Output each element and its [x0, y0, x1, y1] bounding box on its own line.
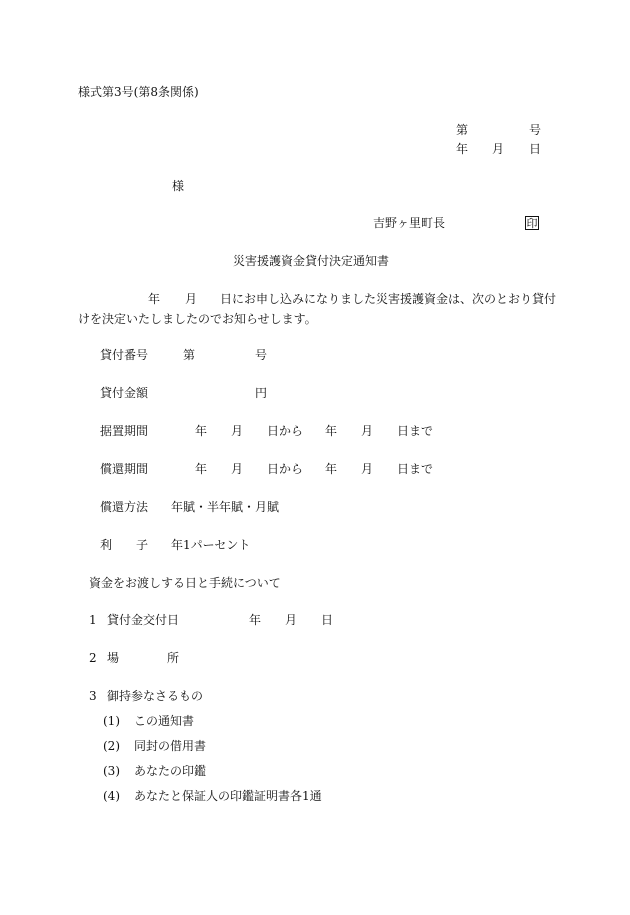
loan-number-go: 号: [255, 348, 268, 362]
list-item-text: この通知書: [134, 714, 195, 728]
intro-line1-rest: 日にお申し込みになりました災害援護資金は、次のとおり貸付: [220, 292, 557, 306]
delivery-item-1: [89, 614, 389, 628]
repayment-to: 日まで: [397, 462, 434, 476]
loan-amount-label: 貸付金額: [100, 386, 149, 400]
deferment-year-2: 年: [325, 424, 338, 438]
repayment-method-value: 年賦・半年賦・月賦: [171, 500, 280, 514]
delivery-item-1-label: 貸付金交付日: [107, 613, 180, 627]
intro-year: 年: [148, 292, 161, 306]
delivery-item-3-num: 3: [89, 689, 97, 703]
date-year: 年: [456, 142, 469, 156]
list-item: [103, 715, 194, 727]
list-item-num: (1): [103, 714, 120, 728]
deferment-label: 据置期間: [100, 424, 149, 438]
delivery-item-1-month: 月: [285, 613, 298, 627]
list-item-text: あなたと保証人の印鑑証明書各1通: [134, 789, 322, 803]
delivery-item-2-num: 2: [89, 651, 97, 665]
deferment-year-1: 年: [195, 424, 208, 438]
repayment-period-label: 償還期間: [100, 462, 149, 476]
loan-number-label: 貸付番号: [100, 348, 149, 362]
interest-label-a: 利: [100, 538, 113, 552]
delivery-item-2: [89, 652, 289, 666]
loan-amount-yen: 円: [255, 386, 268, 400]
date-month: 月: [492, 142, 505, 156]
issuer-name: 吉野ヶ里町長: [373, 216, 446, 230]
deferment-from: 日から: [267, 424, 304, 438]
repayment-month-1: 月: [231, 462, 244, 476]
delivery-item-3: [89, 690, 289, 704]
delivery-item-3-label: 御持参なさるもの: [107, 689, 204, 703]
delivery-item-2-label-a: 場: [107, 651, 120, 665]
repayment-from: 日から: [267, 462, 304, 476]
date-day: 日: [529, 142, 542, 156]
interest-value: 年1パーセント: [171, 538, 251, 552]
list-item-num: (2): [103, 739, 120, 753]
repayment-year-1: 年: [195, 462, 208, 476]
repayment-year-2: 年: [325, 462, 338, 476]
repayment-method-label: 償還方法: [100, 500, 149, 514]
intro-month: 月: [185, 292, 198, 306]
delivery-item-2-label-b: 所: [167, 651, 180, 665]
list-item-text: 同封の借用書: [134, 739, 207, 753]
number-dai: 第: [456, 123, 469, 137]
delivery-item-1-year: 年: [249, 613, 262, 627]
deferment-month-2: 月: [361, 424, 374, 438]
delivery-heading: 資金をお渡しする日と手続について: [89, 576, 281, 590]
list-item-num: (3): [103, 764, 120, 778]
delivery-item-1-num: 1: [89, 613, 97, 627]
list-item-text: あなたの印鑑: [134, 764, 207, 778]
loan-number-dai: 第: [183, 348, 196, 362]
list-item-num: (4): [103, 789, 120, 803]
list-item: [103, 765, 206, 777]
seal-mark: 印: [526, 216, 538, 230]
form-label: 様式第3号(第8条関係): [78, 85, 199, 99]
repayment-month-2: 月: [361, 462, 374, 476]
list-item: [103, 790, 322, 802]
list-item: [103, 740, 206, 752]
document-title: 災害援護資金貸付決定通知書: [233, 254, 390, 268]
number-go: 号: [529, 123, 542, 137]
intro-line2: けを決定いたしましたのでお知らせします。: [78, 312, 317, 326]
interest-label-b: 子: [136, 538, 149, 552]
deferment-to: 日まで: [397, 424, 434, 438]
deferment-month-1: 月: [231, 424, 244, 438]
delivery-item-1-day: 日: [321, 613, 334, 627]
recipient-honorific: 様: [172, 179, 185, 193]
